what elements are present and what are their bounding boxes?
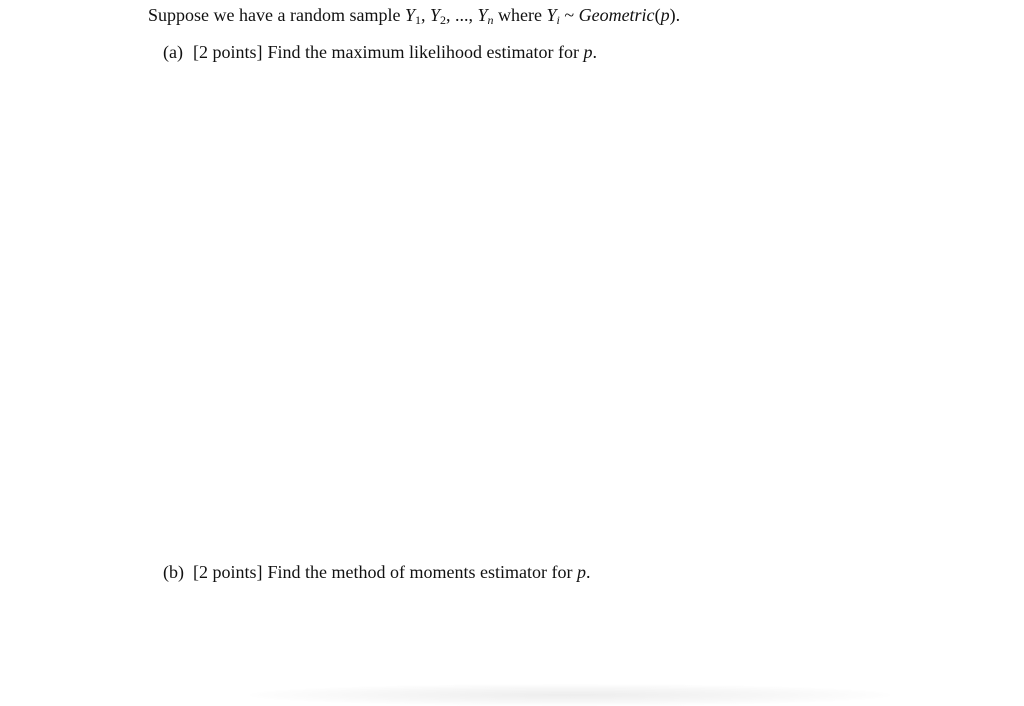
- parameter-symbol: p: [583, 42, 593, 62]
- page-bottom-shadow: [250, 684, 890, 706]
- ellipsis: ...: [454, 5, 469, 25]
- sample-variable-2: $Y_2$: [429, 5, 446, 27]
- question-points: [2 points]: [193, 42, 263, 62]
- problem-statement: Suppose we have a random sample $Y_1$, $Y_2$, ..., $Y_n$ where $Y_i$ ~ Geometric(p).: [148, 5, 681, 27]
- question-b: (b) [2 points] Find the method of moments estimator for p.: [163, 562, 591, 582]
- variable-yi: $Y_i$: [546, 5, 560, 27]
- intro-where: where: [493, 5, 547, 25]
- question-text: Find the method of moments estimator for: [267, 562, 577, 582]
- sample-variable-1: $Y_1$: [404, 5, 421, 27]
- question-a: (a) [2 points] Find the maximum likelihood estimator for p.: [163, 42, 597, 62]
- question-label: (b): [163, 562, 184, 582]
- distribution-name: Geometric(p): [578, 5, 676, 25]
- question-text: Find the maximum likelihood estimator for: [267, 42, 584, 62]
- question-label: (a): [163, 42, 183, 62]
- parameter-symbol: p: [576, 562, 586, 582]
- sample-variable-n: $Y_n$: [477, 5, 494, 27]
- question-points: [2 points]: [193, 562, 263, 582]
- distributed-as: ~: [559, 5, 579, 25]
- intro-lead: Suppose we have a random sample: [148, 5, 405, 25]
